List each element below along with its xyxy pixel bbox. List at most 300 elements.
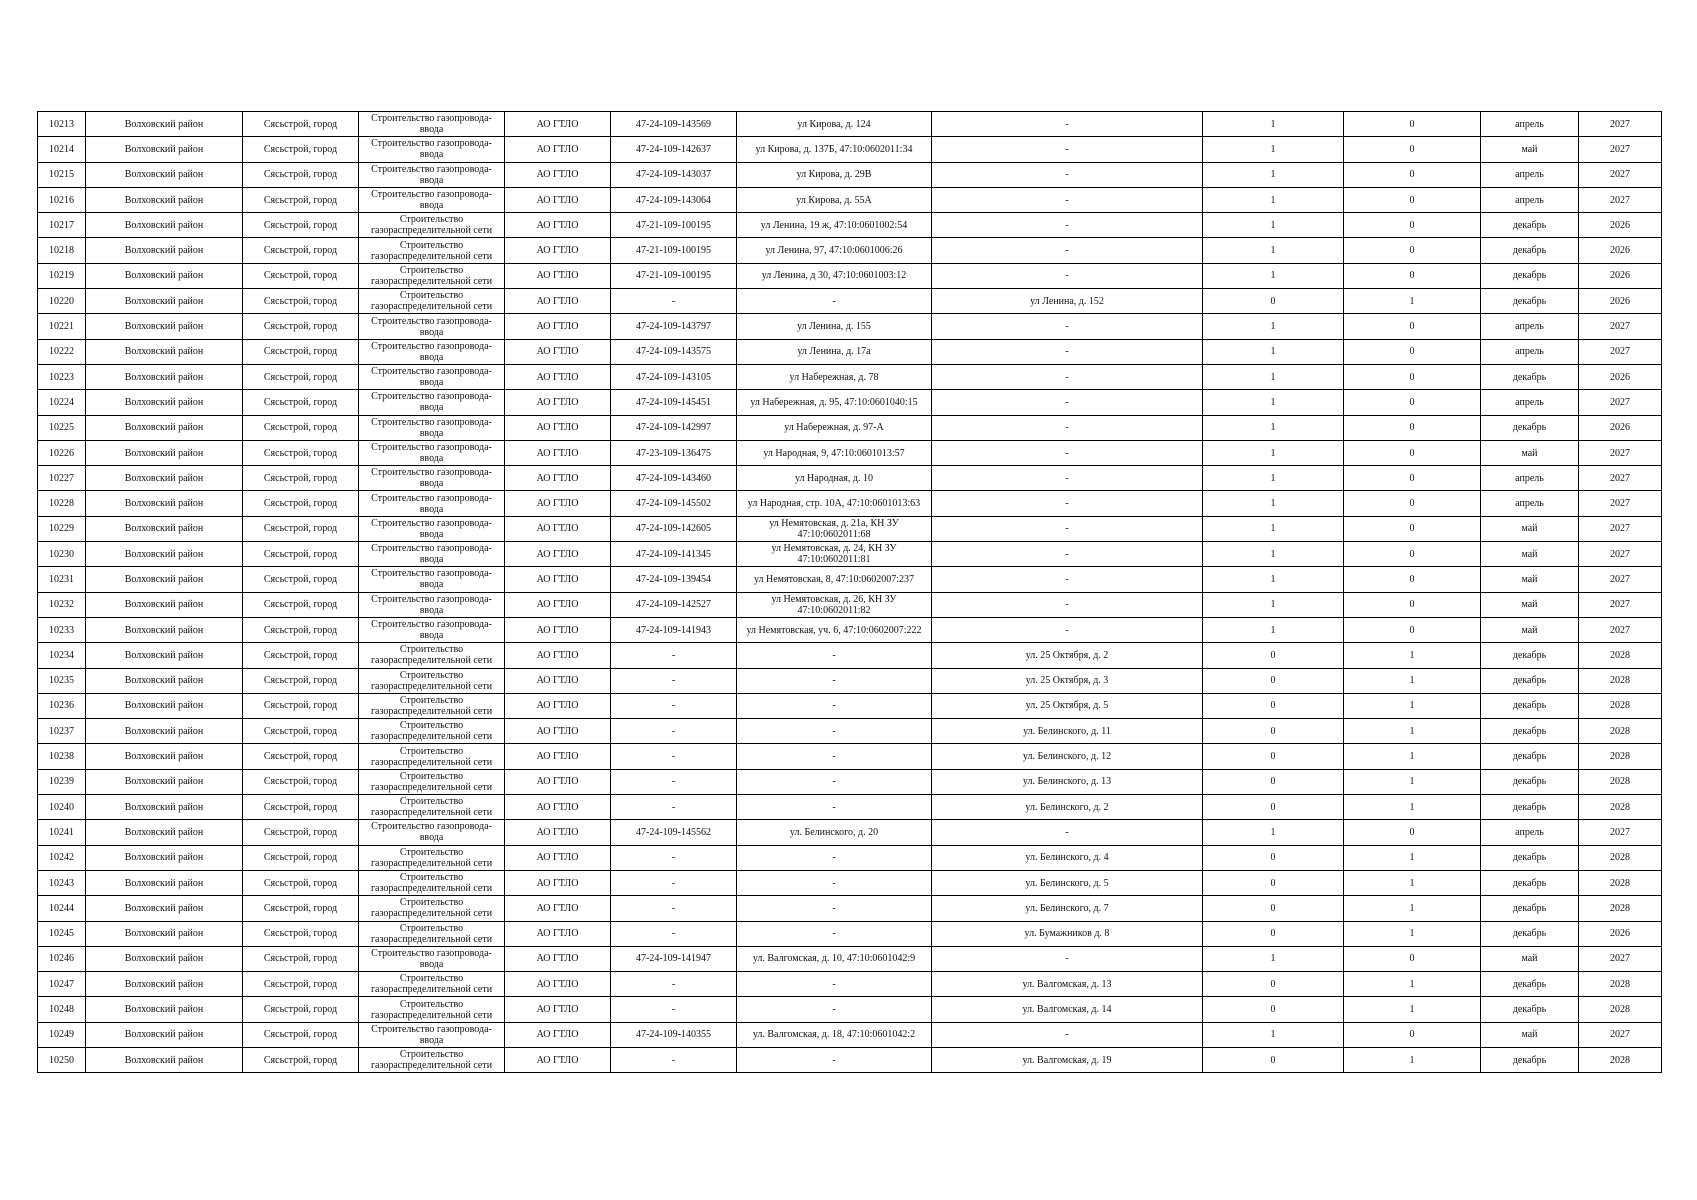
network-count-cell: 0 [1344,263,1481,288]
district-cell: Волховский район [86,415,243,440]
network-address-cell: - [932,187,1203,212]
district-cell: Волховский район [86,719,243,744]
locality-cell: Сясьстрой, город [243,795,359,820]
month-cell: декабрь [1481,668,1579,693]
table-row [38,668,1662,693]
address-cell: ул. Валгомская, д. 10, 47:10:0601042:9 [737,946,932,971]
year-cell: 2026 [1579,921,1662,946]
application-number-cell: - [611,870,737,895]
locality-cell: Сясьстрой, город [243,870,359,895]
table-row [38,162,1662,187]
organization-cell: АО ГТЛО [505,921,611,946]
network-address-cell: - [932,238,1203,263]
locality-cell: Сясьстрой, город [243,946,359,971]
network-count-cell: 1 [1344,289,1481,314]
organization-cell: АО ГТЛО [505,466,611,491]
address-cell: - [737,896,932,921]
year-cell: 2027 [1579,617,1662,642]
address-cell: ул Ленина, 97, 47:10:0601006:26 [737,238,932,263]
work-type-cell: Строительство газораспределительной сети [359,238,505,263]
organization-cell: АО ГТЛО [505,795,611,820]
organization-cell: АО ГТЛО [505,289,611,314]
table-row [38,516,1662,541]
work-type-cell: Строительство газопровода-ввода [359,516,505,541]
network-address-cell: ул. Белинского, д. 2 [932,795,1203,820]
district-cell: Волховский район [86,1022,243,1047]
network-address-cell: - [932,213,1203,238]
year-cell: 2028 [1579,896,1662,921]
locality-cell: Сясьстрой, город [243,1022,359,1047]
address-cell: ул Ленина, д. 155 [737,314,932,339]
month-cell: декабрь [1481,719,1579,744]
organization-cell: АО ГТЛО [505,719,611,744]
network-address-cell: ул. 25 Октября, д. 3 [932,668,1203,693]
district-cell: Волховский район [86,744,243,769]
month-cell: декабрь [1481,693,1579,718]
organization-cell: АО ГТЛО [505,592,611,617]
month-cell: апрель [1481,820,1579,845]
month-cell: май [1481,137,1579,162]
network-count-cell: 0 [1344,213,1481,238]
year-cell: 2028 [1579,693,1662,718]
locality-cell: Сясьстрой, город [243,516,359,541]
work-type-cell: Строительство газораспределительной сети [359,921,505,946]
district-cell: Волховский район [86,668,243,693]
input-count-cell: 1 [1203,820,1344,845]
organization-cell: АО ГТЛО [505,769,611,794]
locality-cell: Сясьстрой, город [243,744,359,769]
application-number-cell: 47-24-109-142997 [611,415,737,440]
network-address-cell: - [932,112,1203,137]
work-type-cell: Строительство газопровода-ввода [359,617,505,642]
application-number-cell: 47-24-109-140355 [611,1022,737,1047]
row-number-cell: 10231 [38,567,86,592]
organization-cell: АО ГТЛО [505,567,611,592]
network-address-cell: - [932,440,1203,465]
month-cell: апрель [1481,314,1579,339]
network-address-cell: - [932,162,1203,187]
input-count-cell: 0 [1203,845,1344,870]
input-count-cell: 1 [1203,516,1344,541]
locality-cell: Сясьстрой, город [243,769,359,794]
table-row [38,491,1662,516]
locality-cell: Сясьстрой, город [243,162,359,187]
input-count-cell: 1 [1203,491,1344,516]
year-cell: 2026 [1579,238,1662,263]
district-cell: Волховский район [86,567,243,592]
locality-cell: Сясьстрой, город [243,390,359,415]
table-row [38,719,1662,744]
address-cell: - [737,769,932,794]
network-address-cell: - [932,137,1203,162]
table-row [38,213,1662,238]
year-cell: 2027 [1579,1022,1662,1047]
district-cell: Волховский район [86,491,243,516]
input-count-cell: 1 [1203,112,1344,137]
work-type-cell: Строительство газопровода-ввода [359,314,505,339]
year-cell: 2027 [1579,466,1662,491]
locality-cell: Сясьстрой, город [243,314,359,339]
table-row [38,289,1662,314]
locality-cell: Сясьстрой, город [243,972,359,997]
data-table [37,111,1662,1073]
district-cell: Волховский район [86,314,243,339]
application-number-cell: - [611,289,737,314]
month-cell: май [1481,946,1579,971]
district-cell: Волховский район [86,390,243,415]
network-count-cell: 0 [1344,567,1481,592]
input-count-cell: 0 [1203,921,1344,946]
input-count-cell: 0 [1203,693,1344,718]
network-count-cell: 0 [1344,187,1481,212]
month-cell: май [1481,440,1579,465]
network-count-cell: 0 [1344,592,1481,617]
application-number-cell: - [611,1047,737,1072]
row-number-cell: 10225 [38,415,86,440]
address-cell: ул. Валгомская, д. 18, 47:10:0601042:2 [737,1022,932,1047]
table-row [38,744,1662,769]
network-count-cell: 1 [1344,896,1481,921]
input-count-cell: 1 [1203,567,1344,592]
work-type-cell: Строительство газопровода-ввода [359,1022,505,1047]
locality-cell: Сясьстрой, город [243,491,359,516]
organization-cell: АО ГТЛО [505,263,611,288]
table-row [38,896,1662,921]
work-type-cell: Строительство газопровода-ввода [359,820,505,845]
application-number-cell: - [611,668,737,693]
network-count-cell: 1 [1344,1047,1481,1072]
address-cell: ул. Белинского, д. 20 [737,820,932,845]
network-count-cell: 0 [1344,415,1481,440]
input-count-cell: 1 [1203,187,1344,212]
application-number-cell: 47-24-109-141947 [611,946,737,971]
table-row [38,1047,1662,1072]
address-cell: ул Немятовская, д. 24, КН ЗУ 47:10:0602011:81 [737,542,932,567]
address-cell: ул Кирова, д. 29В [737,162,932,187]
district-cell: Волховский район [86,187,243,212]
network-count-cell: 0 [1344,617,1481,642]
application-number-cell: 47-21-109-100195 [611,263,737,288]
row-number-cell: 10247 [38,972,86,997]
locality-cell: Сясьстрой, город [243,617,359,642]
table-row [38,617,1662,642]
application-number-cell: 47-24-109-143037 [611,162,737,187]
work-type-cell: Строительство газораспределительной сети [359,997,505,1022]
organization-cell: АО ГТЛО [505,845,611,870]
row-number-cell: 10227 [38,466,86,491]
input-count-cell: 0 [1203,668,1344,693]
year-cell: 2027 [1579,542,1662,567]
input-count-cell: 1 [1203,440,1344,465]
input-count-cell: 0 [1203,972,1344,997]
organization-cell: АО ГТЛО [505,339,611,364]
locality-cell: Сясьстрой, город [243,542,359,567]
row-number-cell: 10224 [38,390,86,415]
month-cell: декабрь [1481,213,1579,238]
network-count-cell: 0 [1344,314,1481,339]
network-address-cell: ул. 25 Октября, д. 5 [932,693,1203,718]
district-cell: Волховский район [86,112,243,137]
year-cell: 2028 [1579,972,1662,997]
table-body [38,112,1662,1073]
month-cell: декабрь [1481,289,1579,314]
month-cell: декабрь [1481,643,1579,668]
table-row [38,238,1662,263]
row-number-cell: 10233 [38,617,86,642]
row-number-cell: 10222 [38,339,86,364]
network-address-cell: - [932,415,1203,440]
organization-cell: АО ГТЛО [505,668,611,693]
network-count-cell: 1 [1344,870,1481,895]
network-count-cell: 0 [1344,364,1481,389]
input-count-cell: 1 [1203,617,1344,642]
work-type-cell: Строительство газопровода-ввода [359,946,505,971]
input-count-cell: 1 [1203,238,1344,263]
row-number-cell: 10236 [38,693,86,718]
organization-cell: АО ГТЛО [505,693,611,718]
table-row [38,1022,1662,1047]
row-number-cell: 10219 [38,263,86,288]
input-count-cell: 0 [1203,997,1344,1022]
input-count-cell: 0 [1203,744,1344,769]
organization-cell: АО ГТЛО [505,213,611,238]
month-cell: апрель [1481,162,1579,187]
network-count-cell: 0 [1344,820,1481,845]
table-row [38,314,1662,339]
work-type-cell: Строительство газораспределительной сети [359,845,505,870]
table-row [38,339,1662,364]
address-cell: ул Немятовская, уч. 6, 47:10:0602007:222 [737,617,932,642]
application-number-cell: 47-24-109-143575 [611,339,737,364]
work-type-cell: Строительство газораспределительной сети [359,870,505,895]
application-number-cell: 47-24-109-145502 [611,491,737,516]
month-cell: декабрь [1481,921,1579,946]
year-cell: 2026 [1579,289,1662,314]
network-address-cell: - [932,567,1203,592]
work-type-cell: Строительство газораспределительной сети [359,1047,505,1072]
network-address-cell: ул. Белинского, д. 12 [932,744,1203,769]
year-cell: 2027 [1579,162,1662,187]
month-cell: декабрь [1481,845,1579,870]
application-number-cell: 47-24-109-143569 [611,112,737,137]
network-address-cell: - [932,617,1203,642]
year-cell: 2027 [1579,946,1662,971]
district-cell: Волховский район [86,162,243,187]
address-cell: ул Кирова, д. 137Б, 47:10:0602011:34 [737,137,932,162]
organization-cell: АО ГТЛО [505,364,611,389]
application-number-cell: 47-24-109-142637 [611,137,737,162]
organization-cell: АО ГТЛО [505,1022,611,1047]
district-cell: Волховский район [86,870,243,895]
work-type-cell: Строительство газопровода-ввода [359,187,505,212]
month-cell: май [1481,592,1579,617]
table-row [38,921,1662,946]
network-address-cell: - [932,390,1203,415]
year-cell: 2028 [1579,997,1662,1022]
address-cell: ул Немятовская, д. 26, КН ЗУ 47:10:0602011:82 [737,592,932,617]
address-cell: - [737,744,932,769]
table-row [38,542,1662,567]
row-number-cell: 10226 [38,440,86,465]
month-cell: декабрь [1481,870,1579,895]
work-type-cell: Строительство газораспределительной сети [359,263,505,288]
network-count-cell: 0 [1344,440,1481,465]
table-row [38,972,1662,997]
network-address-cell: - [932,820,1203,845]
network-address-cell: ул. Белинского, д. 5 [932,870,1203,895]
locality-cell: Сясьстрой, город [243,567,359,592]
application-number-cell: 47-24-109-143064 [611,187,737,212]
input-count-cell: 1 [1203,1022,1344,1047]
table-row [38,187,1662,212]
organization-cell: АО ГТЛО [505,162,611,187]
work-type-cell: Строительство газопровода-ввода [359,339,505,364]
locality-cell: Сясьстрой, город [243,643,359,668]
network-count-cell: 0 [1344,466,1481,491]
application-number-cell: - [611,693,737,718]
district-cell: Волховский район [86,795,243,820]
network-count-cell: 1 [1344,997,1481,1022]
organization-cell: АО ГТЛО [505,870,611,895]
network-count-cell: 1 [1344,769,1481,794]
row-number-cell: 10220 [38,289,86,314]
locality-cell: Сясьстрой, город [243,263,359,288]
district-cell: Волховский район [86,137,243,162]
year-cell: 2028 [1579,845,1662,870]
row-number-cell: 10216 [38,187,86,212]
network-address-cell: - [932,542,1203,567]
year-cell: 2027 [1579,491,1662,516]
table-row [38,415,1662,440]
input-count-cell: 1 [1203,314,1344,339]
input-count-cell: 0 [1203,1047,1344,1072]
input-count-cell: 0 [1203,643,1344,668]
table-row [38,820,1662,845]
month-cell: май [1481,567,1579,592]
row-number-cell: 10248 [38,997,86,1022]
table-row [38,263,1662,288]
locality-cell: Сясьстрой, город [243,820,359,845]
application-number-cell: - [611,769,737,794]
locality-cell: Сясьстрой, город [243,997,359,1022]
row-number-cell: 10239 [38,769,86,794]
table-row [38,112,1662,137]
address-cell: - [737,972,932,997]
month-cell: май [1481,516,1579,541]
address-cell: ул Набережная, д. 97-А [737,415,932,440]
year-cell: 2026 [1579,415,1662,440]
address-cell: - [737,643,932,668]
organization-cell: АО ГТЛО [505,187,611,212]
address-cell: ул Ленина, 19 ж, 47:10:0601002:54 [737,213,932,238]
application-number-cell: 47-24-109-139454 [611,567,737,592]
work-type-cell: Строительство газораспределительной сети [359,972,505,997]
application-number-cell: - [611,795,737,820]
network-address-cell: ул. Валгомская, д. 19 [932,1047,1203,1072]
row-number-cell: 10244 [38,896,86,921]
row-number-cell: 10217 [38,213,86,238]
network-count-cell: 0 [1344,339,1481,364]
work-type-cell: Строительство газопровода-ввода [359,592,505,617]
table-row [38,567,1662,592]
table-row [38,466,1662,491]
work-type-cell: Строительство газораспределительной сети [359,795,505,820]
table-row [38,795,1662,820]
year-cell: 2028 [1579,1047,1662,1072]
network-address-cell: - [932,946,1203,971]
year-cell: 2028 [1579,870,1662,895]
district-cell: Волховский район [86,1047,243,1072]
network-count-cell: 0 [1344,162,1481,187]
year-cell: 2027 [1579,567,1662,592]
input-count-cell: 1 [1203,466,1344,491]
work-type-cell: Строительство газопровода-ввода [359,542,505,567]
work-type-cell: Строительство газораспределительной сети [359,213,505,238]
application-number-cell: 47-24-109-145562 [611,820,737,845]
address-cell: ул Набережная, д. 78 [737,364,932,389]
network-address-cell: ул. Бумажников д. 8 [932,921,1203,946]
input-count-cell: 1 [1203,213,1344,238]
month-cell: май [1481,1022,1579,1047]
input-count-cell: 1 [1203,415,1344,440]
network-count-cell: 1 [1344,744,1481,769]
input-count-cell: 1 [1203,364,1344,389]
address-cell: ул Кирова, д. 55А [737,187,932,212]
month-cell: май [1481,617,1579,642]
year-cell: 2027 [1579,390,1662,415]
work-type-cell: Строительство газопровода-ввода [359,162,505,187]
organization-cell: АО ГТЛО [505,542,611,567]
address-cell: ул Немятовская, 8, 47:10:0602007:237 [737,567,932,592]
network-count-cell: 1 [1344,921,1481,946]
address-cell: - [737,719,932,744]
year-cell: 2027 [1579,187,1662,212]
row-number-cell: 10246 [38,946,86,971]
row-number-cell: 10250 [38,1047,86,1072]
network-address-cell: ул. Валгомская, д. 13 [932,972,1203,997]
month-cell: декабрь [1481,364,1579,389]
network-count-cell: 0 [1344,238,1481,263]
locality-cell: Сясьстрой, город [243,921,359,946]
district-cell: Волховский район [86,238,243,263]
month-cell: апрель [1481,187,1579,212]
organization-cell: АО ГТЛО [505,440,611,465]
application-number-cell: 47-24-109-145451 [611,390,737,415]
table-row [38,440,1662,465]
network-count-cell: 0 [1344,946,1481,971]
locality-cell: Сясьстрой, город [243,339,359,364]
year-cell: 2026 [1579,364,1662,389]
year-cell: 2028 [1579,744,1662,769]
address-cell: - [737,997,932,1022]
address-cell: - [737,1047,932,1072]
network-address-cell: - [932,491,1203,516]
organization-cell: АО ГТЛО [505,314,611,339]
network-address-cell: - [932,364,1203,389]
locality-cell: Сясьстрой, город [243,592,359,617]
input-count-cell: 1 [1203,542,1344,567]
row-number-cell: 10249 [38,1022,86,1047]
application-number-cell: - [611,896,737,921]
row-number-cell: 10213 [38,112,86,137]
row-number-cell: 10223 [38,364,86,389]
row-number-cell: 10230 [38,542,86,567]
work-type-cell: Строительство газопровода-ввода [359,567,505,592]
organization-cell: АО ГТЛО [505,491,611,516]
network-count-cell: 0 [1344,1022,1481,1047]
month-cell: апрель [1481,390,1579,415]
organization-cell: АО ГТЛО [505,137,611,162]
